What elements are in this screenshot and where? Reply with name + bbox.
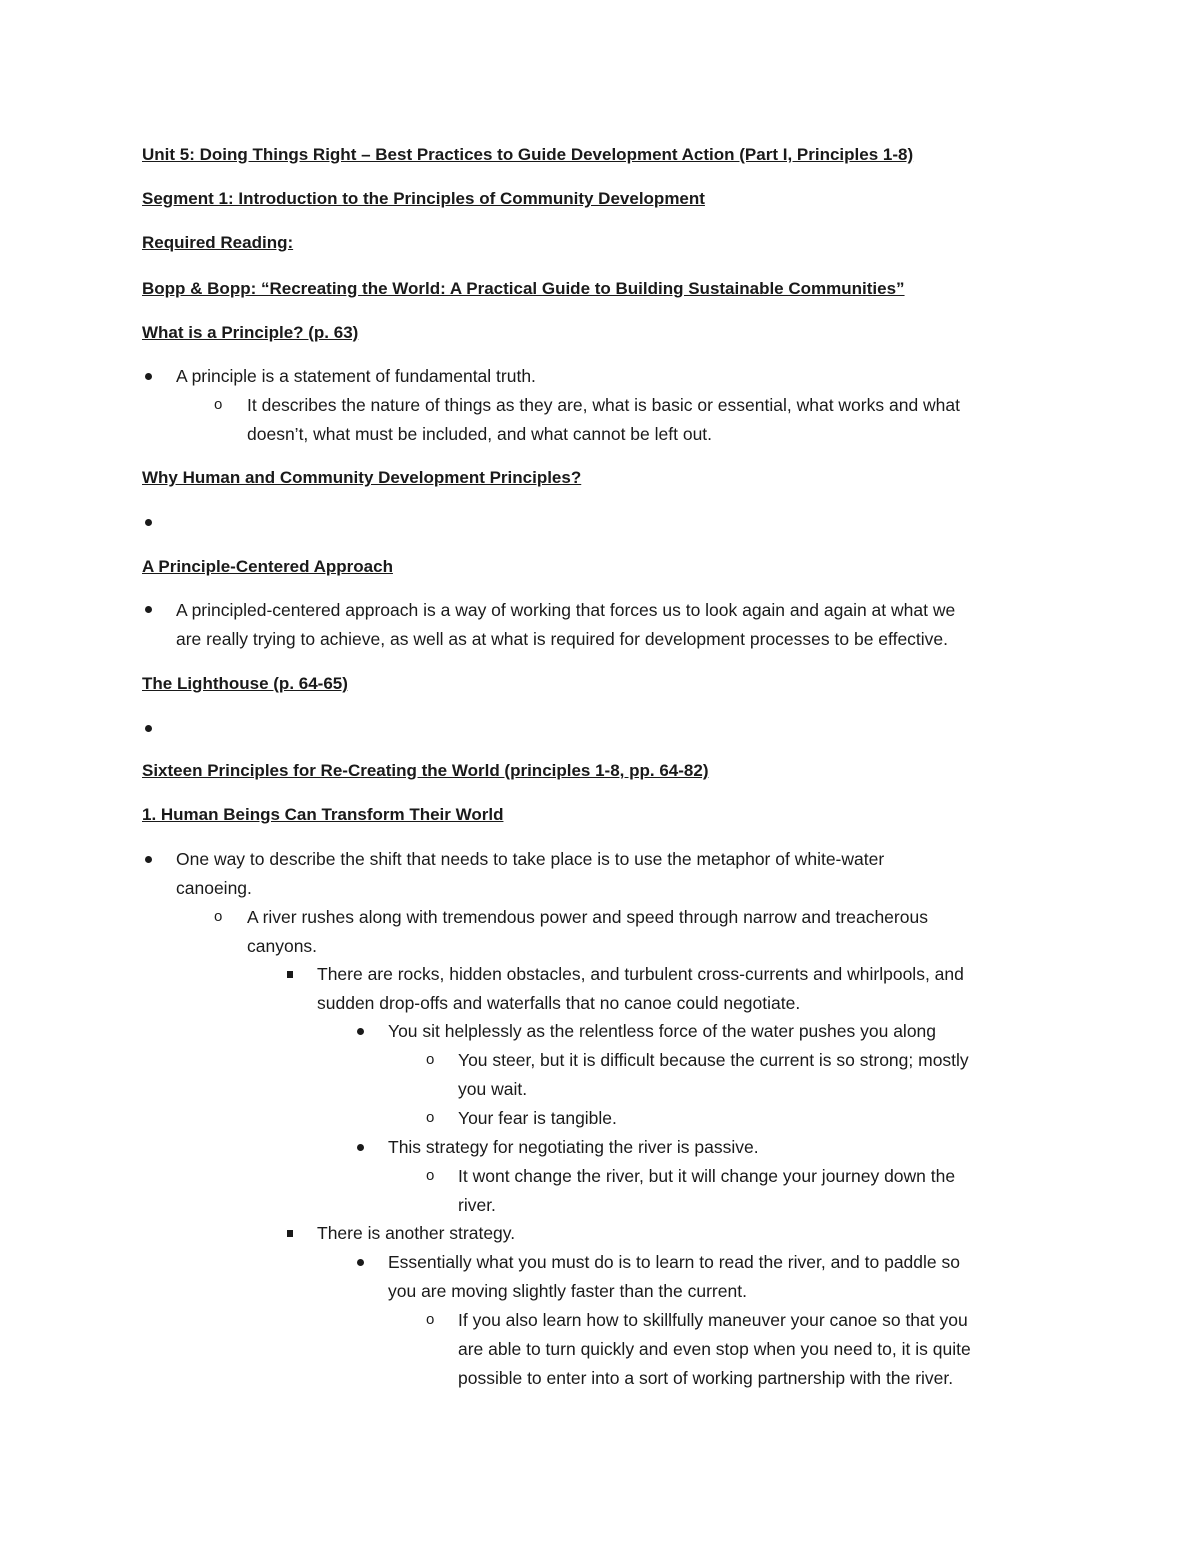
required-reading-heading: Required Reading: [142, 233, 294, 252]
square-bullet-icon [287, 1230, 293, 1237]
principle-1-heading: 1. Human Beings Can Transform Their World [142, 805, 504, 824]
circle-bullet-icon: o [426, 1051, 435, 1068]
bullet-icon [357, 1144, 364, 1151]
principle-centered-heading: A Principle-Centered Approach [142, 557, 393, 576]
circle-bullet-icon: o [214, 396, 223, 413]
segment-heading: Segment 1: Introduction to the Principles of Community Development [142, 189, 705, 208]
sixteen-principles-heading: Sixteen Principles for Re-Creating the World (principles 1-8, pp. 64-82) [142, 761, 709, 780]
circle-bullet-icon: o [426, 1167, 435, 1184]
approach-line-2: are really trying to achieve, as well as at what is required for development processes to be effective. [176, 629, 949, 649]
wont-change-line-2: river. [458, 1195, 496, 1215]
maneuver-line-2: are able to turn quickly and even stop when you need to, it is quite [458, 1339, 971, 1359]
shift-line-1: One way to describe the shift that needs to take place is to use the metaphor of white-water [176, 849, 885, 869]
passive-line: This strategy for negotiating the river is passive. [388, 1137, 759, 1157]
another-strategy-line: There is another strategy. [317, 1223, 516, 1243]
rocks-line-1: There are rocks, hidden obstacles, and turbulent cross-currents and whirlpools, and [317, 964, 964, 984]
river-line-2: canyons. [247, 936, 318, 956]
what-is-principle-heading: What is a Principle? (p. 63) [142, 323, 359, 342]
helpless-line: You sit helplessly as the relentless force of the water pushes you along [388, 1021, 937, 1041]
principle-definition: A principle is a statement of fundamental truth. [176, 366, 536, 386]
unit-heading: Unit 5: Doing Things Right – Best Practices to Guide Development Action (Part I, Principles 1-8) [142, 145, 914, 164]
book-heading: Bopp & Bopp: “Recreating the World: A Practical Guide to Building Sustainable Communities” [142, 279, 905, 298]
principle-description-line-1: It describes the nature of things as they are, what is basic or essential, what works and what [247, 395, 961, 415]
essentially-line-2: you are moving slightly faster than the current. [388, 1281, 747, 1301]
maneuver-line-3: possible to enter into a sort of working partnership with the river. [458, 1368, 954, 1388]
square-bullet-icon [287, 971, 293, 978]
principle-description-line-2: doesn’t, what must be included, and what cannot be left out. [247, 424, 713, 444]
steer-line-1: You steer, but it is difficult because the current is so strong; mostly [458, 1050, 969, 1070]
approach-line-1: A principled-centered approach is a way of working that forces us to look again and again at what we [176, 600, 956, 620]
circle-bullet-icon: o [426, 1109, 435, 1126]
steer-line-2: you wait. [458, 1079, 528, 1099]
circle-bullet-icon: o [214, 908, 223, 925]
rocks-line-2: sudden drop-offs and waterfalls that no canoe could negotiate. [317, 993, 801, 1013]
shift-line-2: canoeing. [176, 878, 252, 898]
wont-change-line-1: It wont change the river, but it will change your journey down the [458, 1166, 956, 1186]
lighthouse-heading: The Lighthouse (p. 64-65) [142, 674, 348, 693]
bullet-icon [145, 373, 152, 380]
circle-bullet-icon: o [426, 1311, 435, 1328]
fear-line: Your fear is tangible. [458, 1108, 617, 1128]
why-principles-heading: Why Human and Community Development Principles? [142, 468, 582, 487]
bullet-icon [145, 606, 152, 613]
maneuver-line-1: If you also learn how to skillfully maneuver your canoe so that you [458, 1310, 968, 1330]
bullet-icon [145, 725, 152, 732]
bullet-icon [145, 856, 152, 863]
essentially-line-1: Essentially what you must do is to learn to read the river, and to paddle so [388, 1252, 960, 1272]
bullet-icon [357, 1259, 364, 1266]
river-line-1: A river rushes along with tremendous power and speed through narrow and treacherous [247, 907, 928, 927]
bullet-icon [145, 519, 152, 526]
bullet-icon [357, 1028, 364, 1035]
